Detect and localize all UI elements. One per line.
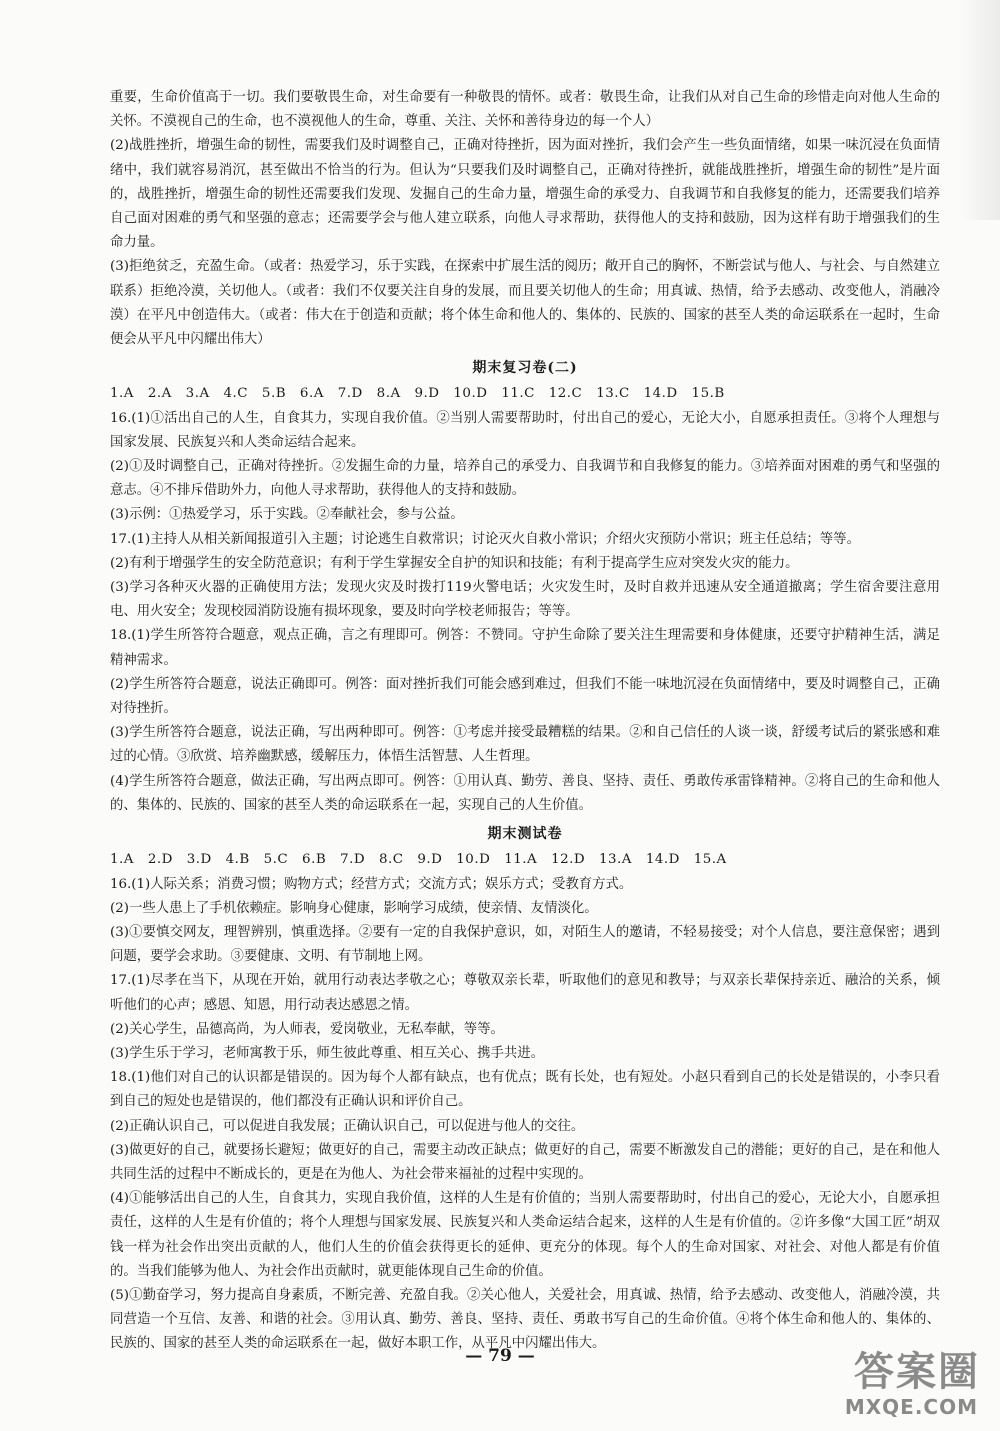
section-title-final-test: 期末测试卷 — [487, 826, 563, 843]
answer-paragraph: (3)学生所答符合题意，说法正确，写出两种即可。例答：①考虑并接受最糟糕的结果。②和自己信任的人谈一谈，舒缓考试后的紧张感和难过的心情。③欣赏、培养幽默感，缓解压力，体悟生活智慧、人生哲理。 — [110, 725, 940, 765]
answer-paragraph: 重要，生命价值高于一切。我们要敬畏生命，对生命要有一种敬畏的情怀。或者：敬畏生命，让我们从对自己生命的珍惜走向对他人生命的关怀。不漠视自己的生命，也不漠视他人的生命，尊重、关注、关怀和善待身边的每一个人） — [110, 90, 940, 130]
answer-paragraph: 17.(1)尽孝在当下，从现在开始，就用行动表达孝敬之心；尊敬双亲长辈，听取他们的意见和教导；与双亲长辈保持亲近、融洽的关系，倾听他们的心声；感恩、知恩，用行动表达感恩之情。 — [110, 973, 940, 1013]
answer-paragraph: (2)关心学生，品德高尚，为人师表，爱岗敬业，无私奉献，等等。 — [110, 1021, 504, 1037]
answer-paragraph: 16.(1)人际关系；消费习惯；购物方式；经营方式；交流方式；娱乐方式；受教育方式。 — [110, 876, 633, 892]
answer-paragraph: (4)①能够活出自己的人生，自食其力，实现自我价值，这样的人生是有价值的；当别人需要帮助时，付出自己的爱心，无论大小，自愿承担责任，这样的人生是有价值的；将个人理想与国家发展、民族复兴和人类命运结合起来，这样的人生是有价值的。②许多像“大国工匠”胡双钱一样为社会作出突出贡献的人，他们人生的价值会获得更长的延伸、更充分的体现。每个人的生命对国家、对社会、对他人都是有价值的。当我们能够为他人、为社会作出贡献时，就更能体现自己生命的价值。 — [110, 1191, 940, 1279]
answer-page — [110, 86, 940, 1357]
answer-paragraph: (3)拒绝贫乏，充盈生命。（或者：热爱学习，乐于实践，在探索中扩展生活的阅历；敞开自己的胸怀，不断尝试与他人、与社会、与自然建立联系）拒绝冷漠，关切他人。（或者：我们不仅要关注自身的发展，而且要关切他人的生命；用真诚、热情，给予去感动、改变他人，消融冷漠）在平凡中创造伟大。（或者：伟大在于创造和贡献；将个体生命和他人的、集体的、民族的、国家的甚至人类的命运联系在一起时，生命便会从平凡中闪耀出伟大） — [110, 259, 940, 348]
watermark-site-text: MXQE.COM — [844, 1395, 978, 1419]
answer-paragraph: (3)做更好的自己，就要扬长避短；做更好的自己，需要主动改正缺点；做更好的自己，需要不断激发自己的潜能；更好的自己，是在和他人共同生活的过程中不断成长的，更是在为他人、为社会带来福祉的过程中实现的。 — [110, 1142, 940, 1182]
answer-paragraph: (5)①勤奋学习，努力提高自身素质，不断完善、充盈自我。②关心他人，关爱社会，用真诚、热情，给予去感动、改变他人，消融冷漠，共同营造一个互信、友善、和谐的社会。③用认真、勤劳、善良、坚持、责任、勇敢书写自己的生命价值。④将个体生命和他人的、集体的、民族的、国家的甚至人类的命运联系在一起，做好本职工作，从平凡中闪耀出伟大。 — [110, 1287, 940, 1352]
answer-paragraph: 18.(1)他们对自己的认识都是错误的。因为每个人都有缺点，也有优点；既有长处，也有短处。小赵只看到自己的长处是错误的，小李只看到自己的短处也是错误的，他们都没有正确认识和评价自己。 — [110, 1070, 940, 1110]
answer-paragraph: (2)战胜挫折，增强生命的韧性，需要我们及时调整自己，正确对待挫折，因为面对挫折，我们会产生一些负面情绪，如果一味沉浸在负面情绪中，我们就容易消沉，甚至做出不恰当的行为。但认为“只要我们及时调整自己，正确对待挫折，就能战胜挫折，增强生命的韧性”是片面的，战胜挫折，增强生命的韧性还需要我们发现、发掘自己的生命力量，增强生命的承受力、自我调节和自我修复的能力，还需要我们培养自己面对困难的勇气和坚强的意志；还需要学会与他人建立联系，向他人寻求帮助，获得他人的支持和鼓励，因为这样有助于增强我们的生命力量。 — [110, 138, 940, 251]
answer-paragraph: 17.(1)主持人从相关新闻报道引入主题；讨论逃生自救常识；讨论灭火自救小常识；介绍火灾预防小常识；班主任总结；等等。 — [110, 531, 860, 547]
answer-paragraph: (2)①及时调整自己，正确对待挫折。②发掘生命的力量，培养自己的承受力、自我调节和自我修复的能力。③培养面对困难的勇气和坚强的意志。④不排斥借助外力，向他人寻求帮助，获得他人的支持和鼓励。 — [110, 459, 940, 499]
answer-paragraph: (2)一些人患上了手机依赖症。影响身心健康，影响学习成绩，使亲情、友情淡化。 — [110, 900, 598, 916]
answer-paragraph: (4)学生所答符合题意，做法正确，写出两点即可。例答：①用认真、勤劳、善良、坚持、责任、勇敢传承雷锋精神。②将自己的生命和他人的、集体的、民族的、国家的甚至人类的命运联系在一起，实现自己的人生价值。 — [110, 773, 940, 813]
answer-paragraph: 18.(1)学生所答符合题意，观点正确，言之有理即可。例答：不赞同。守护生命除了要关注生理需要和身体健康，还要守护精神生活，满足精神需求。 — [110, 628, 940, 668]
answer-paragraph: (3)学生乐于学习，老师寓教于乐，师生彼此尊重、相互关心、携手共进。 — [110, 1045, 545, 1061]
page-edge-shadow — [960, 0, 1000, 220]
page-number: — 79 — — [465, 1346, 535, 1366]
watermark-logo-text: 答案圈 — [854, 1349, 980, 1395]
answer-paragraph: (3)①要慎交网友，理智辨别，慎重选择。②要有一定的自我保护意识，如，对陌生人的邀请，不轻易接受；对个人信息，要注意保密；遇到问题，要学会求助。③要健康、文明、有节制地上网。 — [110, 924, 940, 965]
answer-paragraph: (3)学习各种灭火器的正确使用方法；发现火灾及时拨打119火警电话；火灾发生时，及时自救并迅速从安全通道撤离；学生宿舍要注意用电、用火安全；发现校园消防设施有损坏现象，要及时向学校老师报告；等等。 — [110, 580, 940, 620]
answer-paragraph: (3)示例：①热爱学习，乐于实践。②奉献社会，参与公益。 — [110, 507, 464, 523]
multiple-choice-answers: 1.A 2.A 3.A 4.C 5.B 6.A 7.D 8.A 9.D 10.D 11.C 12.C 13.C 14.D 15.B — [110, 386, 725, 402]
multiple-choice-answers: 1.A 2.D 3.D 4.B 5.C 6.B 7.D 8.C 9.D 10.D 11.A 12.D 13.A 14.D 15.A — [110, 852, 727, 868]
answer-paragraph: 16.(1)①活出自己的人生，自食其力，实现自我价值。②当别人需要帮助时，付出自己的爱心，无论大小，自愿承担责任。③将个人理想与国家发展、民族复兴和人类命运结合起来。 — [110, 410, 940, 450]
answer-paragraph: (2)有利于增强学生的安全防范意识；有利于学生掌握安全自护的知识和技能；有利于提高学生应对突发火灾的能力。 — [110, 555, 799, 571]
answer-paragraph: (2)正确认识自己，可以促进自我发展；正确认识自己，可以促进与他人的交往。 — [110, 1118, 585, 1134]
answer-paragraph: (2)学生所答符合题意，说法正确即可。例答：面对挫折我们可能会感到难过，但我们不能一味地沉浸在负面情绪中，要及时调整自己，正确对待挫折。 — [110, 676, 940, 717]
section-title-review-2: 期末复习卷(二) — [472, 360, 578, 377]
